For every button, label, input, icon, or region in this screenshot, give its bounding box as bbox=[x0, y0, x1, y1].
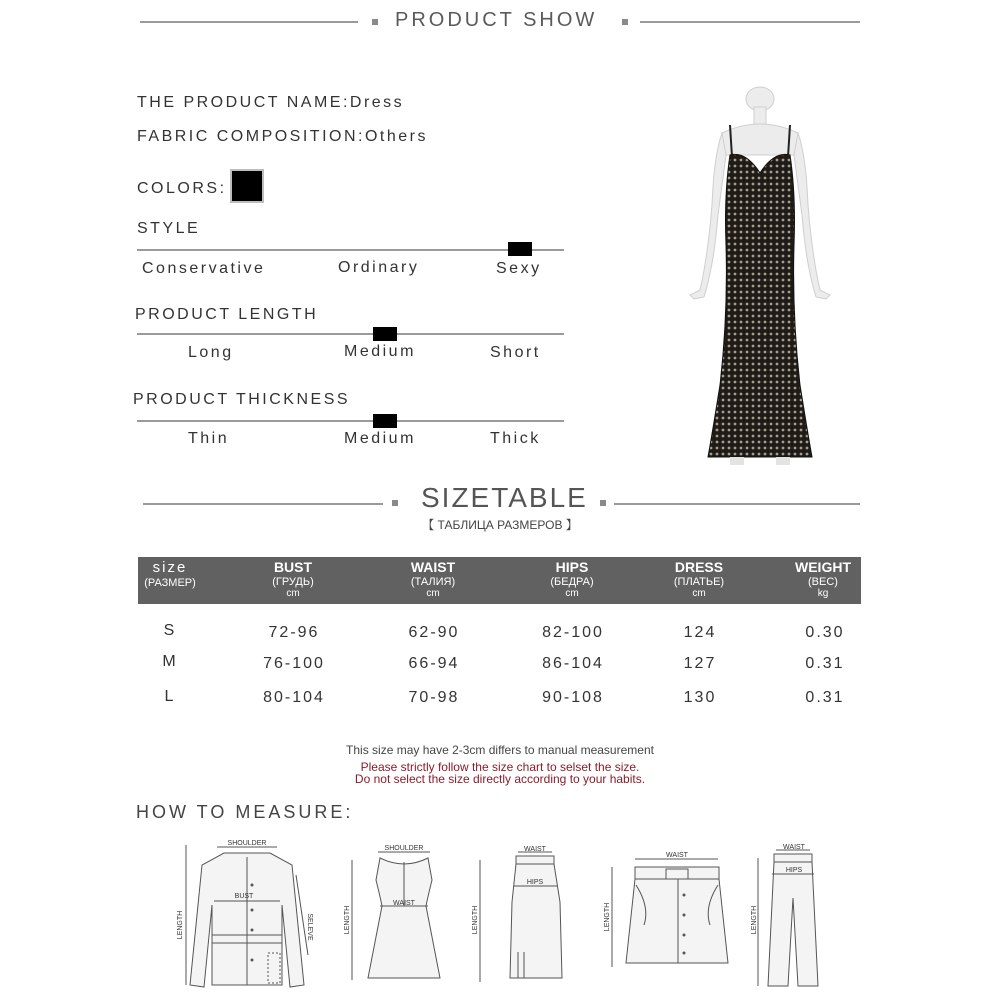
cell-size: S bbox=[163, 622, 177, 639]
col-waist: WAIST (ТАЛИЯ) cm bbox=[410, 559, 456, 599]
mini-skirt-measure-diagram bbox=[600, 845, 735, 975]
jacket-measure-diagram bbox=[172, 835, 322, 995]
label-waist: WAIST bbox=[524, 846, 546, 853]
header-left-bullet bbox=[372, 19, 378, 25]
sizetable-left-bullet bbox=[392, 500, 398, 506]
page-title: PRODUCT SHOW bbox=[395, 9, 598, 31]
style-label-conservative: Conservative bbox=[142, 260, 266, 277]
col-hips: HIPS (БЕДРА) cm bbox=[550, 559, 594, 599]
label-bust: BUST bbox=[234, 893, 254, 900]
thickness-title: PRODUCT THICKNESS bbox=[133, 391, 351, 408]
how-to-measure-title: HOW TO MEASURE: bbox=[136, 802, 354, 822]
label-shoulder: SHOULDER bbox=[384, 845, 424, 852]
header-right-bullet bbox=[622, 19, 628, 25]
sizetable-right-bullet bbox=[600, 500, 606, 506]
style-scale-line bbox=[137, 249, 564, 251]
size-warning-1: Please strictly follow the size chart to selset the size. bbox=[360, 760, 640, 774]
color-swatch-black[interactable] bbox=[230, 169, 264, 203]
length-label-medium: Medium bbox=[344, 343, 416, 360]
product-photo-dress bbox=[660, 85, 860, 470]
cell-size: L bbox=[164, 688, 176, 705]
length-title: PRODUCT LENGTH bbox=[135, 306, 319, 323]
col-dress: DRESS (ПЛАТЬЕ) cm bbox=[673, 559, 725, 599]
cell-bust: 80-104 bbox=[263, 689, 325, 706]
label-length: LENGTH bbox=[472, 905, 479, 935]
cell-size: M bbox=[162, 653, 178, 670]
cell-weight: 0.31 bbox=[805, 689, 845, 706]
cell-dress: 127 bbox=[683, 655, 717, 672]
size-warning-2: Do not select the size directly according to your habits. bbox=[354, 772, 646, 786]
cell-bust: 72-96 bbox=[268, 624, 320, 641]
dress-measure-diagram bbox=[340, 840, 445, 990]
label-length: LENGTH bbox=[344, 905, 351, 935]
sizetable-title: SIZETABLE bbox=[421, 482, 588, 513]
col-size: size (РАЗМЕР) bbox=[144, 559, 196, 589]
fabric-composition: FABRIC COMPOSITION:Others bbox=[137, 128, 428, 145]
col-bust: BUST (ГРУДЬ) cm bbox=[272, 559, 314, 599]
length-label-short: Short bbox=[490, 344, 541, 361]
product-name: THE PRODUCT NAME:Dress bbox=[137, 94, 405, 111]
length-marker bbox=[373, 327, 397, 341]
length-label-long: Long bbox=[188, 344, 234, 361]
col-weight: WEIGHT (ВЕС) kg bbox=[795, 559, 851, 599]
cell-waist: 62-90 bbox=[408, 624, 460, 641]
skirt-measure-diagram bbox=[468, 842, 568, 990]
cell-weight: 0.30 bbox=[805, 624, 845, 641]
label-length: LENGTH bbox=[604, 902, 611, 932]
header-right-rule bbox=[640, 21, 860, 23]
label-sleeve: SELEVE bbox=[306, 913, 313, 941]
cell-bust: 76-100 bbox=[263, 655, 325, 672]
cell-hips: 82-100 bbox=[542, 624, 604, 641]
sizetable-right-rule bbox=[614, 503, 860, 505]
pants-measure-diagram bbox=[748, 838, 828, 993]
label-waist: WAIST bbox=[783, 844, 805, 851]
size-table-header bbox=[138, 557, 861, 604]
cell-hips: 90-108 bbox=[542, 689, 604, 706]
header-left-rule bbox=[140, 21, 358, 23]
cell-dress: 124 bbox=[683, 624, 717, 641]
style-title: STYLE bbox=[137, 220, 201, 237]
sizetable-subtitle: 【 ТАБЛИЦА РАЗМЕРОВ 】 bbox=[422, 518, 578, 532]
cell-waist: 70-98 bbox=[408, 689, 460, 706]
label-waist: WAIST bbox=[393, 900, 415, 907]
label-length: LENGTH bbox=[177, 910, 184, 940]
cell-weight: 0.31 bbox=[805, 655, 845, 672]
colors-label: COLORS: bbox=[137, 180, 227, 197]
sizetable-left-rule bbox=[143, 503, 383, 505]
style-marker bbox=[508, 242, 532, 256]
measurement-note: This size may have 2-3cm differs to manual measurement bbox=[346, 743, 654, 757]
thickness-label-medium: Medium bbox=[344, 430, 416, 447]
thickness-label-thin: Thin bbox=[188, 430, 230, 447]
style-label-ordinary: Ordinary bbox=[338, 259, 420, 276]
cell-dress: 130 bbox=[683, 689, 717, 706]
style-label-sexy: Sexy bbox=[496, 260, 542, 277]
cell-hips: 86-104 bbox=[542, 655, 604, 672]
label-shoulder: SHOULDER bbox=[227, 840, 267, 847]
thickness-marker bbox=[373, 414, 397, 428]
label-length: LENGTH bbox=[751, 905, 758, 935]
label-hips: HIPS bbox=[785, 867, 803, 874]
thickness-label-thick: Thick bbox=[490, 430, 541, 447]
thickness-scale-line bbox=[137, 420, 564, 422]
length-scale-line bbox=[137, 333, 564, 335]
label-hips: HIPS bbox=[526, 879, 544, 886]
label-waist: WAIST bbox=[666, 852, 688, 859]
cell-waist: 66-94 bbox=[408, 655, 460, 672]
